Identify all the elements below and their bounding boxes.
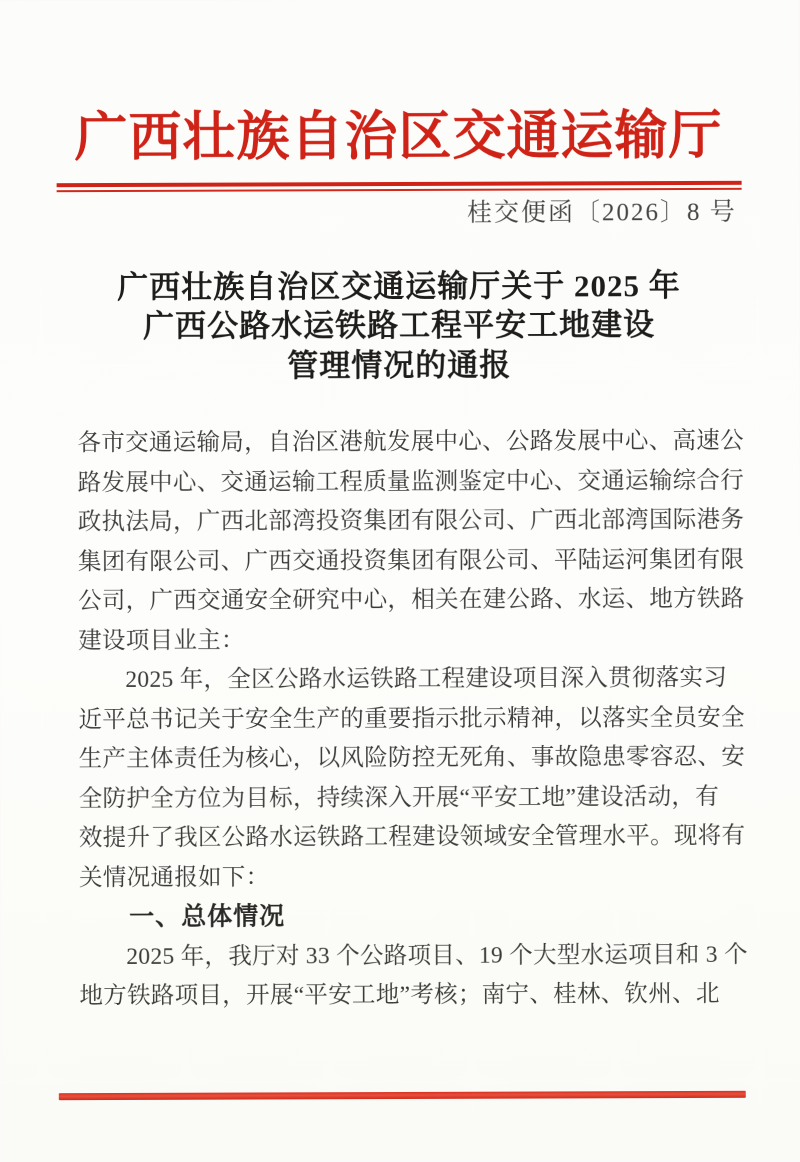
title-line: 管理情况的通报: [287, 347, 512, 383]
recipients-line: 公司，广西交通安全研究中心，相关在建公路、水运、地方铁路: [78, 585, 745, 615]
letterhead-double-rule: [57, 181, 742, 192]
recipients-line: 路发展中心、交通运输工程质量监测鉴定中心、交通运输综合行: [77, 467, 745, 496]
recipients-line: 各市交通运输局，自治区港航发展中心、公路发展中心、高速公: [77, 427, 744, 457]
paragraph-line: 2025 年，我厅对 33 个公路项目、19 个大型水运项目和 3 个: [126, 941, 748, 970]
agency-name: 广西壮族自治区交通运输厅: [74, 106, 723, 168]
recipients-line: 政执法局，广西北部湾投资集团有限公司、广西北部湾国际港务: [77, 506, 745, 536]
paragraph-line: 地方铁路项目，开展“平安工地”考核；南宁、桂林、钦州、北: [79, 980, 720, 1010]
paragraph-line: 生产主体责任为核心，以风险防控无死角、事故隐患零容忍、安: [78, 743, 746, 773]
document-body: [77, 422, 749, 1017]
recipients-line: 建设项目业主：: [78, 627, 245, 654]
section-heading: 一、总体情况: [129, 902, 286, 931]
paragraph-line: 2025 年，全区公路水运铁路工程建设项目深入贯彻落实习: [125, 664, 728, 693]
doc-number: 桂交便函〔2026〕8 号: [466, 198, 737, 227]
title-line: 广西壮族自治区交通运输厅关于 2025 年: [117, 267, 681, 305]
paragraph-line: 近平总书记关于安全生产的重要指示批示精神，以落实全员安全: [78, 704, 745, 733]
paragraph-line: 效提升了我区公路水运铁路工程建设领域安全管理水平。现将有: [78, 822, 746, 852]
paragraph-line: 全防护全方位为目标，持续深入开展“平安工地”建设活动，有: [78, 783, 720, 812]
paragraph-line: 关情况通报如下：: [78, 863, 270, 891]
document-title: [0, 265, 799, 386]
recipients-line: 集团有限公司、广西交通投资集团有限公司、平陆运河集团有限: [77, 546, 745, 575]
title-line: 广西公路水运铁路工程平安工地建设: [143, 307, 656, 344]
footer-rule: [59, 1091, 746, 1100]
